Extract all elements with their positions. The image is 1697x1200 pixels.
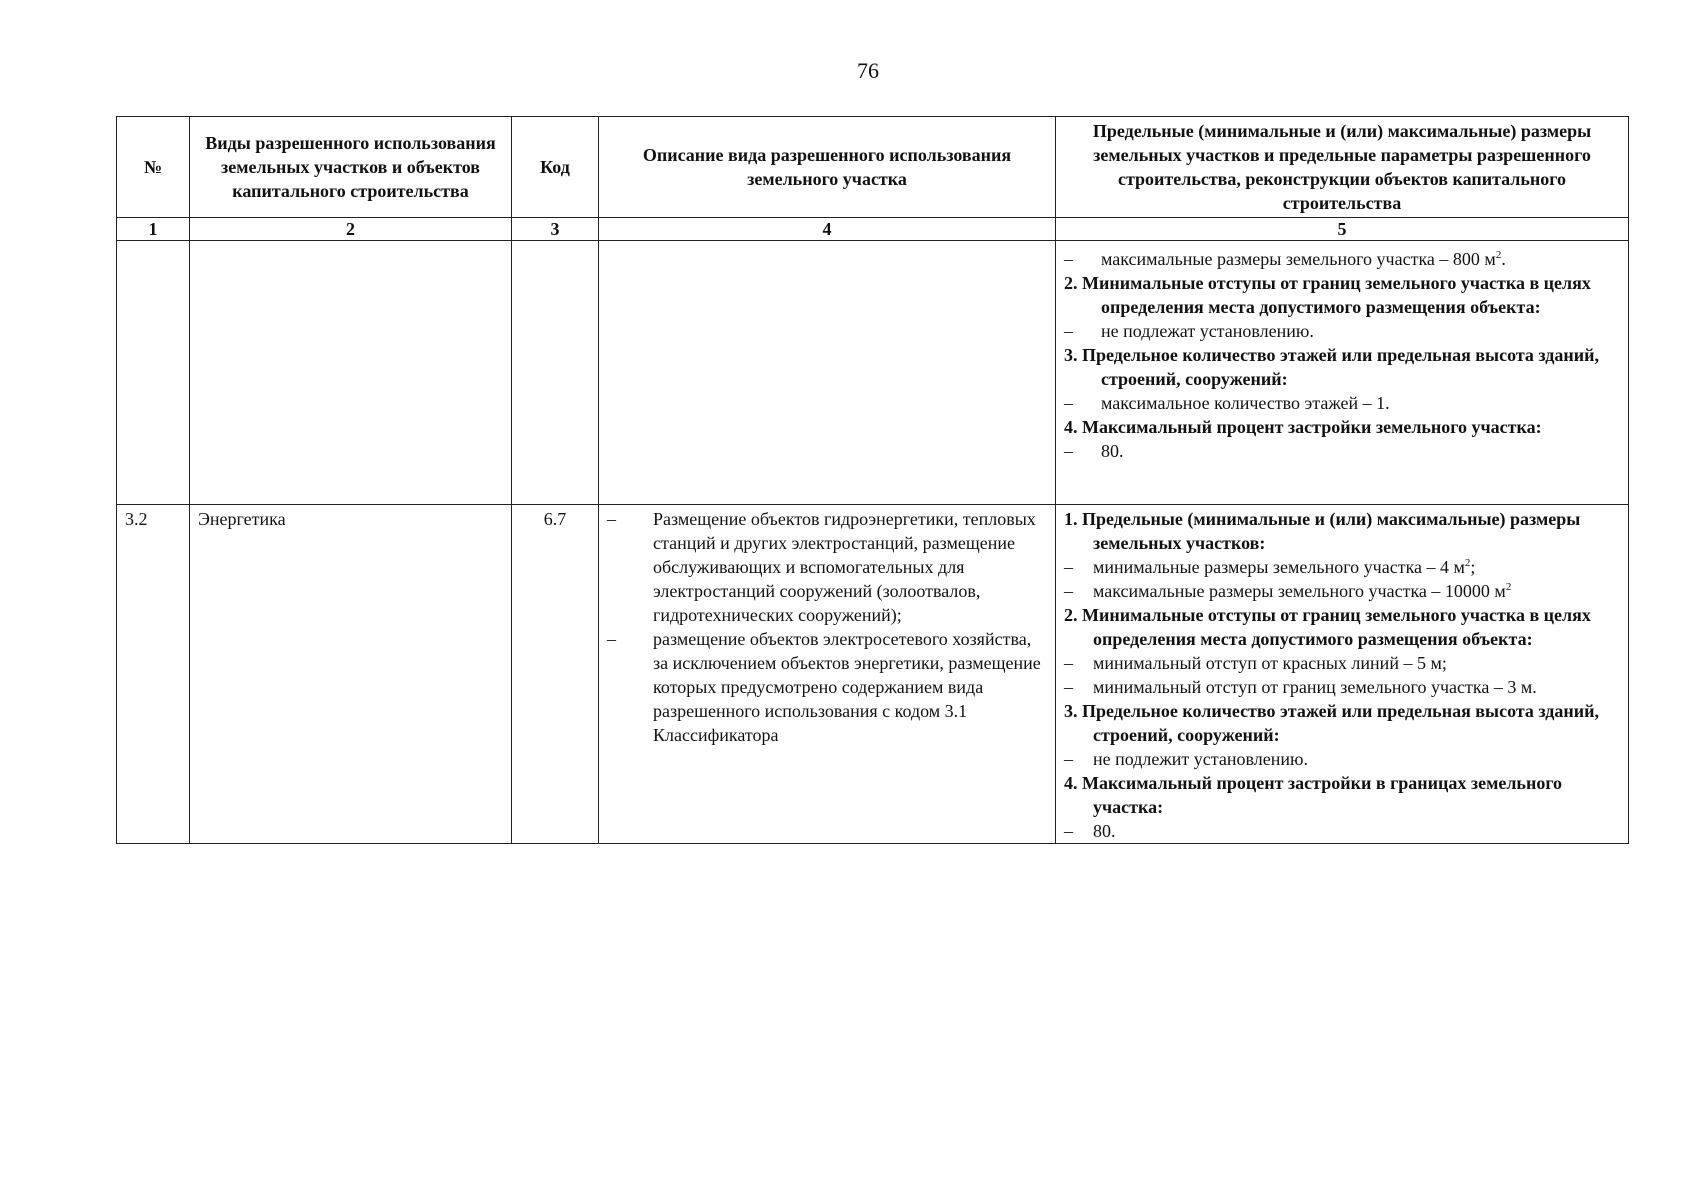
list-item: – размещение объектов электросетевого хозяйства, за исключением объектов энергетики, размещение которых предусмотрено содержанием вида разрешенного использования с кодом 3.1 Классификатора	[607, 629, 1041, 745]
param-heading: 4. Максимальный процент застройки земельного участка:	[1064, 417, 1542, 437]
list-item: – максимальные размеры земельного участка – 10000 $м^2$	[1064, 581, 1512, 601]
param-heading: 3. Предельное количество этажей или предельная высота зданий, строений, сооружений:	[1064, 701, 1600, 745]
list-item: – минимальные размеры земельного участка – 4 $м^2$;	[1064, 557, 1476, 577]
page-number: 76	[857, 58, 879, 83]
description-cell	[599, 505, 1056, 844]
cell-empty	[512, 241, 599, 505]
param-heading: 2. Минимальные отступы от границ земельного участка в целях определения места допустимого размещения объекта:	[1064, 605, 1591, 649]
params-cell	[1056, 241, 1629, 505]
list-item: – максимальные размеры земельного участка – 800 $м^2$.	[1064, 249, 1506, 269]
list-item: – минимальный отступ от красных линий – 5 м;	[1064, 653, 1447, 673]
header-description: Описание вида разрешенного использования земельного участка	[599, 117, 1056, 218]
column-number: 4	[599, 218, 1056, 241]
header-code: Код	[512, 117, 599, 218]
table-row-energy	[117, 505, 1629, 844]
param-heading: 1. Предельные (минимальные и (или) максимальные) размеры земельных участков:	[1064, 509, 1581, 553]
cell-empty	[190, 241, 512, 505]
list-item: – максимальное количество этажей – 1.	[1064, 393, 1390, 413]
param-heading: 3. Предельное количество этажей или предельная высота зданий, строений, сооружений:	[1064, 345, 1600, 389]
param-heading: 2. Минимальные отступы от границ земельного участка в целях определения места допустимого размещения объекта:	[1064, 273, 1591, 317]
list-item: – Размещение объектов гидроэнергетики, тепловых станций и других электростанций, размещение обслуживающих и вспомогательных для электростанций сооружений (золоотвалов, гидротехнических сооружений);	[607, 509, 1036, 625]
list-item: – 80.	[1064, 821, 1116, 841]
param-heading: 4. Максимальный процент застройки в границах земельного участка:	[1064, 773, 1563, 817]
column-number: 3	[512, 218, 599, 241]
row-use-name: Энергетика	[190, 505, 512, 844]
header-use-type: Виды разрешенного использования земельных участков и объектов капитального строительства	[190, 117, 512, 218]
list-item: – не подлежит установлению.	[1064, 749, 1308, 769]
list-item: – минимальный отступ от границ земельного участка – 3 м.	[1064, 677, 1537, 697]
column-number: 5	[1056, 218, 1629, 241]
list-item: – не подлежат установлению.	[1064, 321, 1314, 341]
cell-empty	[599, 241, 1056, 505]
row-number: 3.2	[117, 505, 190, 844]
column-number-row	[117, 218, 1629, 241]
header-parameters: Предельные (минимальные и (или) максимальные) размеры земельных участков и предельные параметры разрешенного строительства, реконструкции объектов капитального строительства	[1056, 117, 1629, 218]
header-number: №	[117, 117, 190, 218]
land-use-table	[116, 116, 1629, 844]
table-row-continued	[117, 241, 1629, 505]
table-header-row	[117, 117, 1629, 218]
column-number: 1	[117, 218, 190, 241]
column-number: 2	[190, 218, 512, 241]
list-item: – 80.	[1064, 441, 1124, 461]
row-code: 6.7	[512, 505, 599, 844]
params-cell	[1056, 505, 1629, 844]
cell-empty	[117, 241, 190, 505]
